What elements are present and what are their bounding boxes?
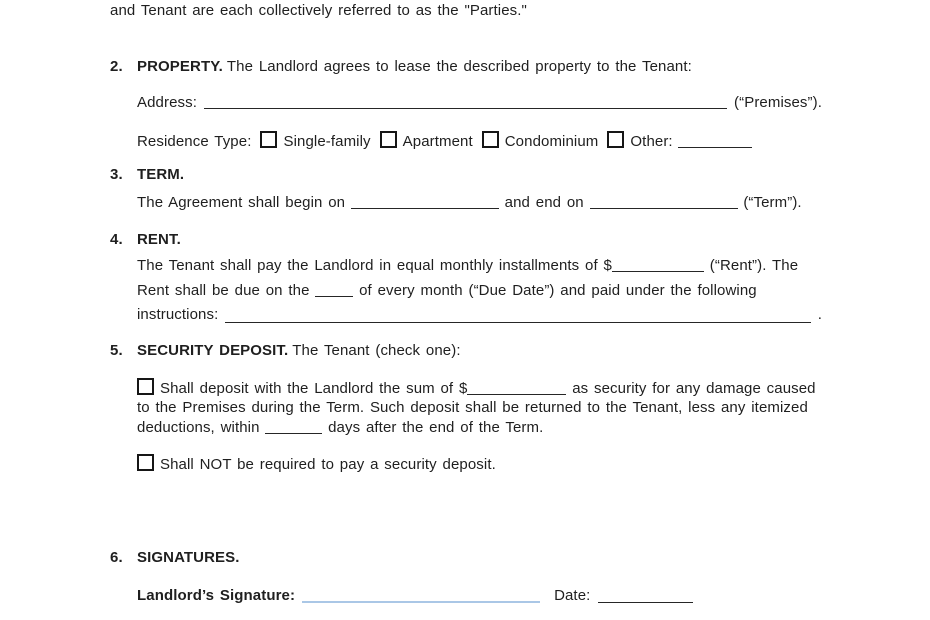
term-suffix: (“Term”). (743, 194, 802, 211)
section-term (110, 165, 822, 212)
section-signatures (110, 548, 822, 605)
rent-line-1 (137, 254, 822, 279)
checkbox-other[interactable] (607, 131, 624, 148)
residence-type-row (137, 131, 822, 151)
checkbox-no-deposit[interactable] (137, 454, 154, 471)
instructions-label: instructions: (137, 306, 219, 323)
section-title: TERM. (137, 166, 185, 183)
term-text-begin: The Agreement shall begin on (137, 194, 346, 211)
address-row (137, 93, 822, 112)
deposit-option-1 (137, 378, 822, 438)
rent-line-2 (137, 279, 822, 304)
checkbox-shall-deposit[interactable] (137, 378, 154, 395)
landlord-signature-label: Landlord’s Signature: (137, 587, 296, 604)
section-title: SIGNATURES. (137, 549, 240, 566)
section-number: 4. (110, 231, 123, 248)
deposit-text: deductions, within (137, 418, 260, 436)
rent-line-3 (137, 303, 822, 328)
deposit-days-blank-line (265, 421, 322, 434)
other-blank-line (678, 135, 752, 148)
rent-amount-blank-line (612, 259, 704, 272)
section-property (110, 57, 822, 151)
checkbox-condominium[interactable] (482, 131, 499, 148)
term-sentence (137, 193, 822, 212)
term-start-blank-line (351, 196, 499, 209)
date-blank-line (598, 589, 693, 603)
deposit-option-1-line-1 (137, 378, 822, 399)
section-title: RENT. (137, 231, 181, 248)
deposit-option-1-line-3 (137, 418, 822, 438)
section-lead-text: The Tenant (check one): (292, 341, 461, 359)
section-lead-text: The Landlord agrees to lease the described property to the Tenant: (226, 58, 692, 75)
premises-suffix: (“Premises”). (734, 94, 822, 111)
option-label-other: Other: (630, 133, 673, 150)
instructions-blank-line (225, 310, 810, 323)
residence-type-label: Residence Type: (137, 133, 252, 150)
rent-text: Rent shall be due on the (137, 281, 310, 299)
checkbox-apartment[interactable] (380, 131, 397, 148)
term-text-and: and end on (504, 194, 584, 211)
rent-text: (“Rent”). The (709, 257, 799, 274)
deposit-text: Shall deposit with the Landlord the sum of $ (160, 379, 468, 397)
section-heading (137, 57, 822, 76)
address-label: Address: (137, 94, 197, 111)
rent-text: . (817, 306, 822, 323)
section-number: 5. (110, 341, 123, 359)
deposit-option-1-line-2: to the Premises during the Term. Such deposit shall be returned to the Tenant, less any itemized (137, 399, 808, 416)
intro-text: and Tenant are each collectively referred to as the "Parties." (110, 2, 527, 19)
section-security-deposit (110, 341, 822, 475)
option-label-single-family: Single-family (283, 133, 371, 150)
section-number: 3. (110, 166, 123, 183)
deposit-option-2-text: Shall NOT be required to pay a security deposit. (160, 456, 496, 473)
term-end-blank-line (590, 196, 738, 209)
option-label-apartment: Apartment (402, 133, 473, 150)
landlord-signature-field[interactable] (302, 588, 540, 603)
deposit-option-2 (137, 454, 822, 474)
landlord-signature-row (137, 585, 822, 605)
due-day-blank-line (315, 284, 353, 297)
rent-text: of every month (“Due Date”) and paid under the following (359, 281, 757, 299)
section-number: 6. (110, 549, 123, 566)
deposit-text: as security for any damage caused (572, 379, 816, 397)
deposit-text: days after the end of the Term. (328, 418, 544, 436)
date-label: Date: (554, 587, 591, 604)
section-title: PROPERTY. (137, 58, 223, 75)
rent-paragraph (137, 254, 822, 328)
deposit-sum-blank-line (467, 382, 566, 395)
rent-text: The Tenant shall pay the Landlord in equal monthly installments of $ (137, 257, 612, 274)
section-rent (110, 230, 822, 328)
checkbox-single-family[interactable] (260, 131, 277, 148)
section-number: 2. (110, 58, 123, 75)
address-blank-line (204, 96, 727, 109)
section-title: SECURITY DEPOSIT. (137, 341, 289, 359)
option-label-condominium: Condominium (504, 133, 599, 150)
